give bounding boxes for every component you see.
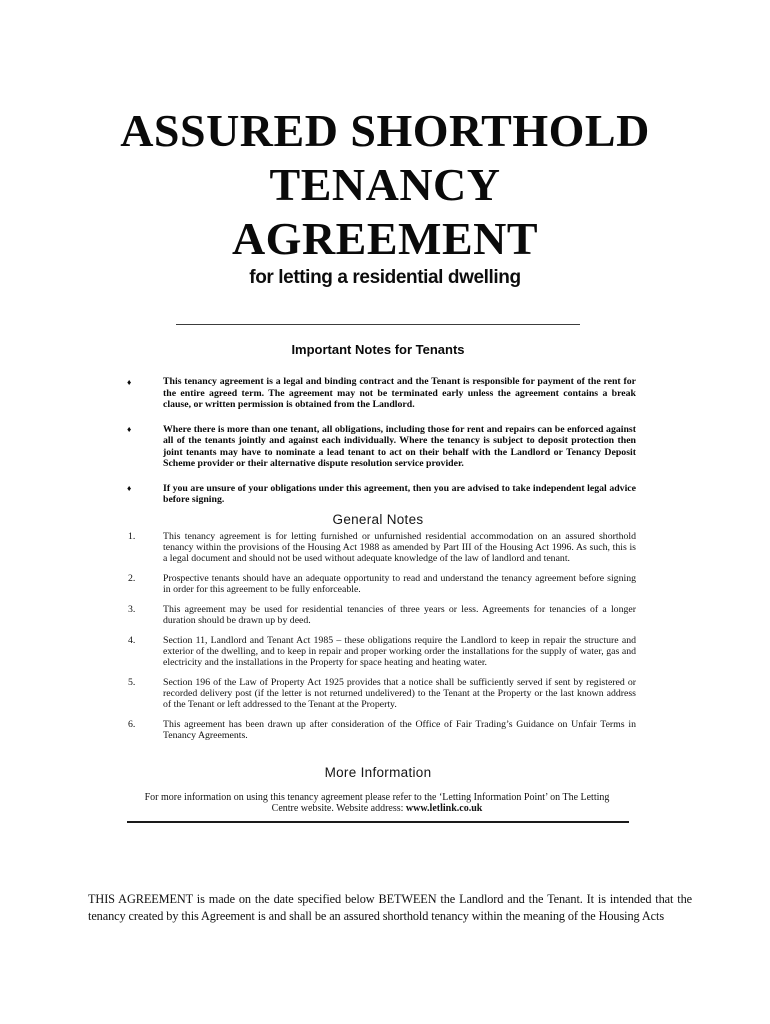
important-notes-list [120,376,636,506]
list-number: 1. [128,530,136,542]
general-notes-list [120,531,636,741]
diamond-bullet-icon: ♦ [127,424,132,434]
list-item [120,531,636,564]
closing-paragraph: THIS AGREEMENT is made on the date specified below BETWEEN the Landlord and the Tenant. It is intended that the tenancy created by this Agreement is and shall be an assured shorthold tenancy within the meaning of the Housing Acts [88,891,692,923]
title-block [0,104,770,289]
list-item [120,719,636,741]
website-address: www.letlink.co.uk [405,803,483,814]
info-line-2-prefix: Centre website. Website address: [271,803,406,814]
content-column [120,324,636,823]
important-note-text: Where there is more than one tenant, all obligations, including those for rent and repairs can be enforced against all of the tenants jointly and against each individually. Where the tenancy is subject to deposit protection then joint tenants may have to nominate a lead tenant to act on their behalf with the Landlord or Tenancy Deposit Scheme provider or their alternative dispute resolution service provider. [163,423,636,469]
title-line-3: AGREEMENT [231,213,539,264]
divider-solid-line [127,821,629,823]
document-subtitle: for letting a residential dwelling [249,267,521,288]
general-notes-heading: General Notes [332,511,424,527]
list-number: 2. [128,572,136,584]
list-number: 4. [128,634,136,646]
general-note-text: Prospective tenants should have an adequate opportunity to read and understand the tenancy agreement before signing in order for this agreement to be fully enforceable. [163,572,636,595]
important-note-text: If you are unsure of your obligations under this agreement, then you are advised to take independent legal advice before signing. [163,482,636,505]
general-note-text: This agreement has been drawn up after consideration of the Office of Fair Trading’s Guidance on Unfair Terms in Tenancy Agreements. [163,718,636,741]
general-note-text: Section 196 of the Law of Property Act 1925 provides that a notice shall be sufficiently served if sent by registered or recorded delivery post (if the letter is not returned undelivered) to the Tenant at the Property or the last known address of the Tenant or left addressed to the Tenant at the Property. [163,676,636,710]
title-line-1: ASSURED SHORTHOLD [120,105,650,156]
more-information-heading: More Information [324,764,432,780]
list-item [120,677,636,710]
list-item [120,376,636,411]
more-information-paragraph [100,792,654,815]
info-line-2 [100,803,654,815]
general-note-text: This tenancy agreement is for letting furnished or unfurnished residential accommodation on an assured shorthold tenancy within the provisions of the Housing Act 1988 as amended by Part III of the Housing Act 1996. As such, this is a legal document and should not be used without adequate knowledge of the law of landlord and tenant. [163,530,636,564]
list-item [120,635,636,668]
list-number: 3. [128,603,136,615]
list-item [120,573,636,595]
title-line-2: TENANCY [269,159,501,210]
list-number: 5. [128,676,136,688]
list-item [120,483,636,506]
info-line-1: For more information on using this tenancy agreement please refer to the ‘Letting Information Point’ on The Letting [144,791,610,803]
important-notes-heading: Important Notes for Tenants [291,342,465,357]
diamond-bullet-icon: ♦ [127,376,132,387]
list-number: 6. [128,718,136,730]
important-note-text: This tenancy agreement is a legal and binding contract and the Tenant is responsible for payment of the rent for the entire agreed term. The agreement may not be terminated early unless the agreement contains a break clause, or written permission is obtained from the Landlord. [163,376,636,410]
list-item [120,424,636,470]
document-title [0,104,770,266]
list-item [120,604,636,626]
general-note-text: This agreement may be used for residential tenancies of three years or less. Agreements for tenancies of a longer duration should be drawn up by deed. [163,603,636,626]
divider-underscore-line [176,324,580,325]
general-note-text: Section 11, Landlord and Tenant Act 1985 – these obligations require the Landlord to keep in repair the structure and exterior of the dwelling, and to keep in repair and proper working order the installations for the supply of water, gas and electricity and the installations in the Property for space heating and heating water. [163,634,636,668]
diamond-bullet-icon: ♦ [127,483,132,493]
